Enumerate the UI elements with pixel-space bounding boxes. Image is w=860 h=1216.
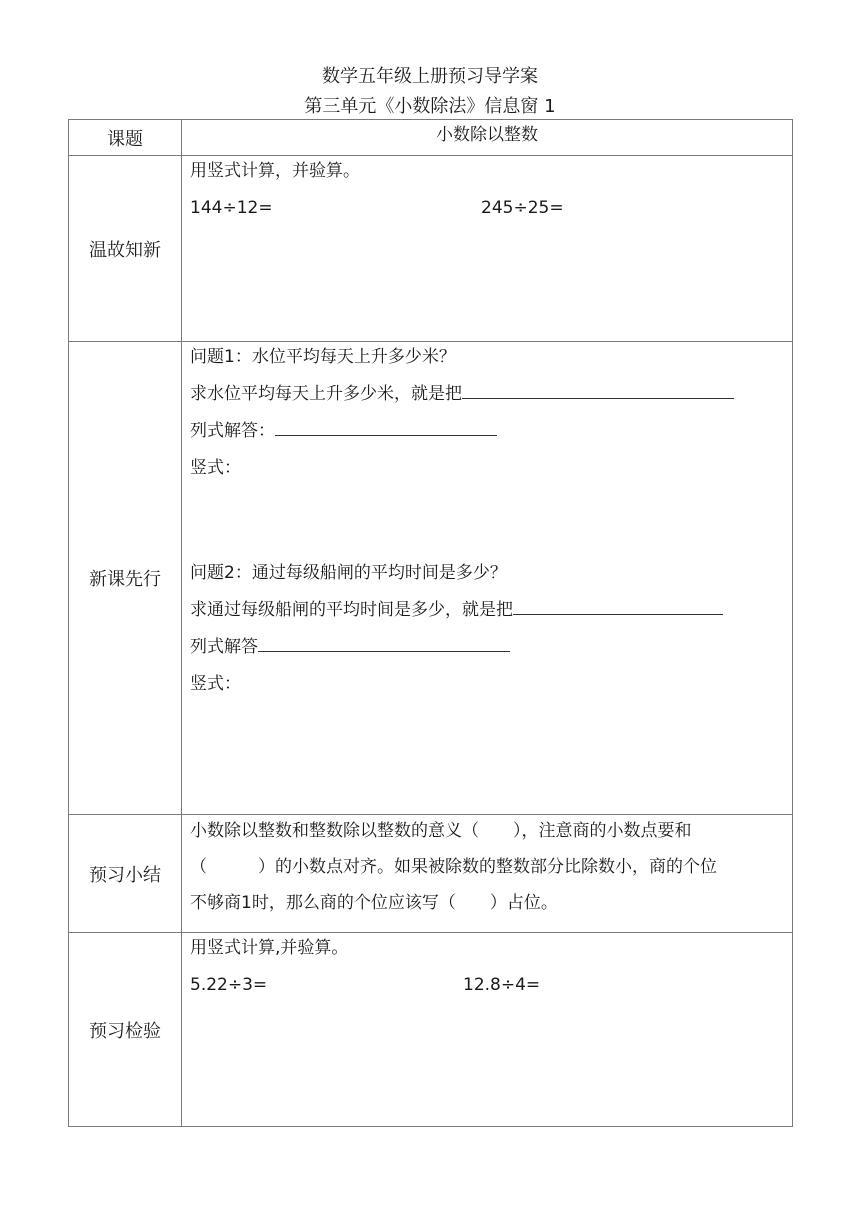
check-instruction: 用竖式计算,并验算。 [190,938,349,958]
review-problems [190,197,784,220]
q2-lead-line [190,599,784,622]
summary-row [69,815,793,933]
newlesson-label: 新课先行 [69,342,182,815]
check-problems [190,974,784,997]
q1-lead-line [190,383,784,406]
check-content [182,933,793,1127]
q2-question: 问题2：通过每级船闸的平均时间是多少？ [190,563,507,583]
q1-lead-blank[interactable] [462,397,734,399]
header-topic-value: 小数除以整数 [182,120,793,156]
q2-answer-line [190,636,784,659]
check-label: 预习检验 [69,933,182,1127]
review-row [69,156,793,342]
review-content [182,156,793,342]
review-problem-1: 144÷12= [190,198,273,218]
q1-lead: 求水位平均每天上升多少米，就是把 [190,384,462,404]
summary-line-1: 小数除以整数和整数除以整数的意义（ ），注意商的小数点要和 [190,821,692,841]
summary-content [182,815,793,933]
newlesson-row [69,342,793,815]
q1-answer-line [190,420,784,443]
q2-answer-blank[interactable] [258,650,510,652]
newlesson-content [182,342,793,815]
page-subtitle: 第三单元《小数除法》信息窗 1 [304,96,556,117]
worksheet-table [68,119,793,1127]
summary-line-3: 不够商1时，那么商的个位应该写（ ）占位。 [190,893,558,913]
review-instruction: 用竖式计算，并验算。 [190,161,360,181]
q1-answer-label: 列式解答： [190,421,275,441]
header-row [69,120,793,156]
check-problem-1: 5.22÷3= [190,975,268,995]
q2-lead: 求通过每级船闸的平均时间是多少，就是把 [190,600,513,620]
summary-line-2: （ ）的小数点对齐。如果被除数的整数部分比除数小，商的个位 [190,857,717,877]
q2-vertical: 竖式： [190,674,241,694]
summary-label: 预习小结 [69,815,182,933]
check-problem-2: 12.8÷4= [463,975,541,995]
q2-lead-blank[interactable] [513,613,723,615]
review-label: 温故知新 [69,156,182,342]
q1-vertical: 竖式： [190,458,241,478]
q2-answer-label: 列式解答 [190,637,258,657]
review-problem-2: 245÷25= [481,198,564,218]
check-row [69,933,793,1127]
q1-question: 问题1：水位平均每天上升多少米？ [190,347,456,367]
header-topic-label: 课题 [69,120,182,156]
page-title: 数学五年级上册预习导学案 [322,66,538,87]
q1-answer-blank[interactable] [275,434,497,436]
